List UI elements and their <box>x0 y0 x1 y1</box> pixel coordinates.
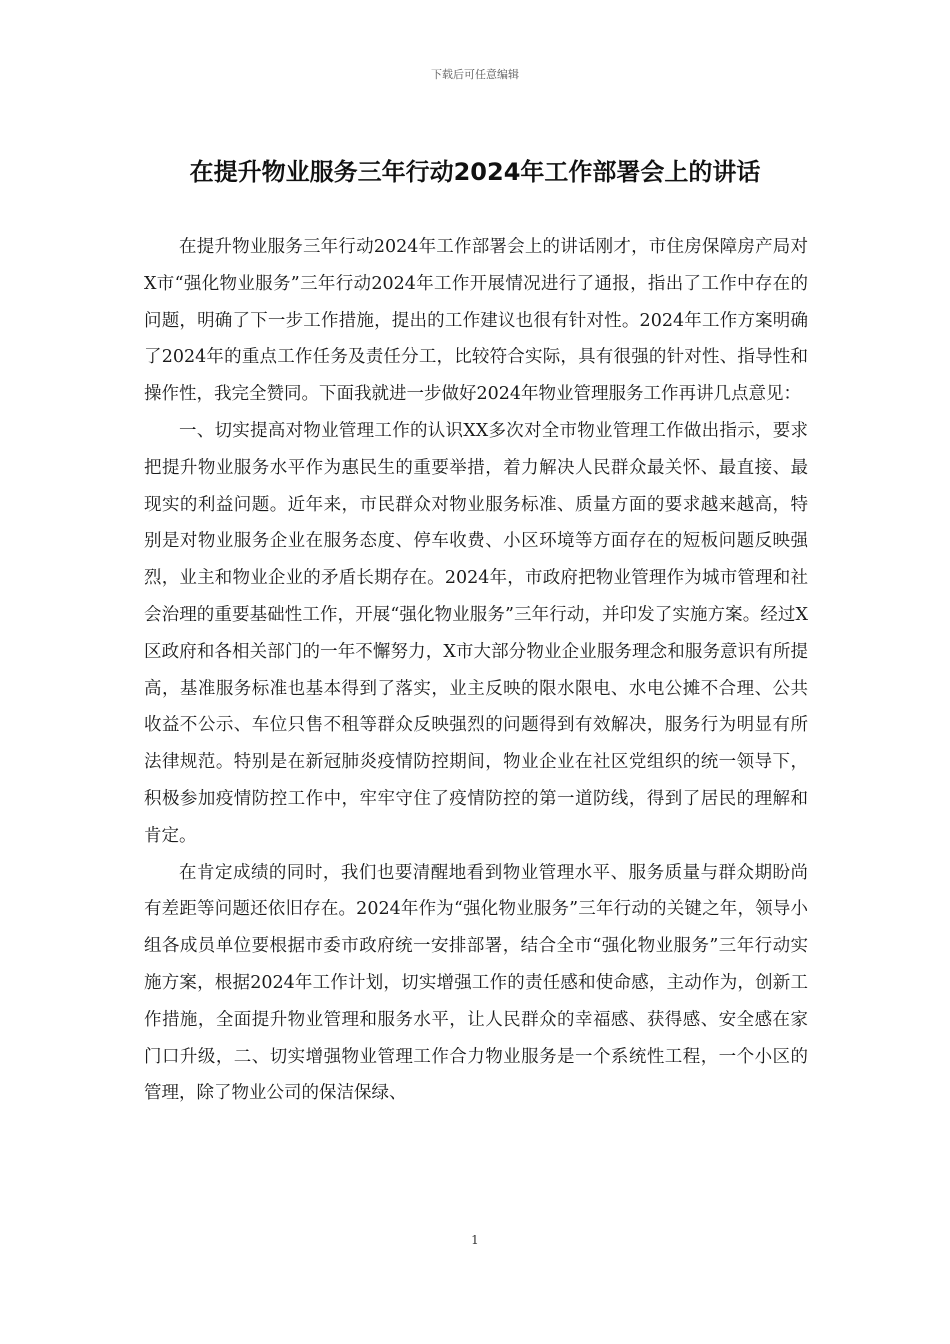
paragraph-2: 一、切实提高对物业管理工作的认识XX多次对全市物业管理工作做出指示，要求把提升物业服务水平作为惠民生的重要举措，着力解决人民群众最关怀、最直接、最现实的利益问题。近年来，市民群众对物业服务标准、质量方面的要求越来越高，特别是对物业服务企业在服务态度、停车收费、小区环境等方面存在的短板问题反映强烈，业主和物业企业的矛盾长期存在。2024年，市政府把物业管理作为城市管理和社会治理的重要基础性工作，开展“强化物业服务”三年行动，并印发了实施方案。经过X区政府和各相关部门的一年不懈努力，X市大部分物业企业服务理念和服务意识有所提高，基准服务标准也基本得到了落实，业主反映的限水限电、水电公摊不合理、公共收益不公示、车位只售不租等群众反映强烈的问题得到有效解决，服务行为明显有所法律规范。特别是在新冠肺炎疫情防控期间，物业企业在社区党组织的统一领导下，积极参加疫情防控工作中，牢牢守住了疫情防控的第一道防线，得到了居民的理解和肯定。 <box>144 420 808 846</box>
paragraph-1: 在提升物业服务三年行动2024年工作部署会上的讲话刚才，市住房保障房产局对X市“强化物业服务”三年行动2024年工作开展情况进行了通报，指出了工作中存在的问题，明确了下一步工作措施，提出的工作建议也很有针对性。2024年工作方案明确了2024年的重点工作任务及责任分工，比较符合实际，具有很强的针对性、指导性和操作性，我完全赞同。下面我就进一步做好2024年物业管理服务工作再讲几点意见： <box>144 237 808 405</box>
page-number: 1 <box>471 1233 479 1247</box>
document-title: 在提升物业服务三年行动2024年工作部署会上的讲话 <box>189 158 761 186</box>
paragraph-3: 在肯定成绩的同时，我们也要清醒地看到物业管理水平、服务质量与群众期盼尚有差距等问题还依旧存在。2024年作为“强化物业服务”三年行动的关键之年，领导小组各成员单位要根据市委市政府统一安排部署，结合全市“强化物业服务”三年行动实施方案，根据2024年工作计划，切实增强工作的责任感和使命感，主动作为，创新工作措施，全面提升物业管理和服务水平，让人民群众的幸福感、获得感、安全感在家门口升级，二、切实增强物业管理工作合力物业服务是一个系统性工程，一个小区的管理，除了物业公司的保洁保绿、 <box>144 862 808 1104</box>
header-note: 下载后可任意编辑 <box>431 68 519 81</box>
document-body <box>144 229 808 1112</box>
